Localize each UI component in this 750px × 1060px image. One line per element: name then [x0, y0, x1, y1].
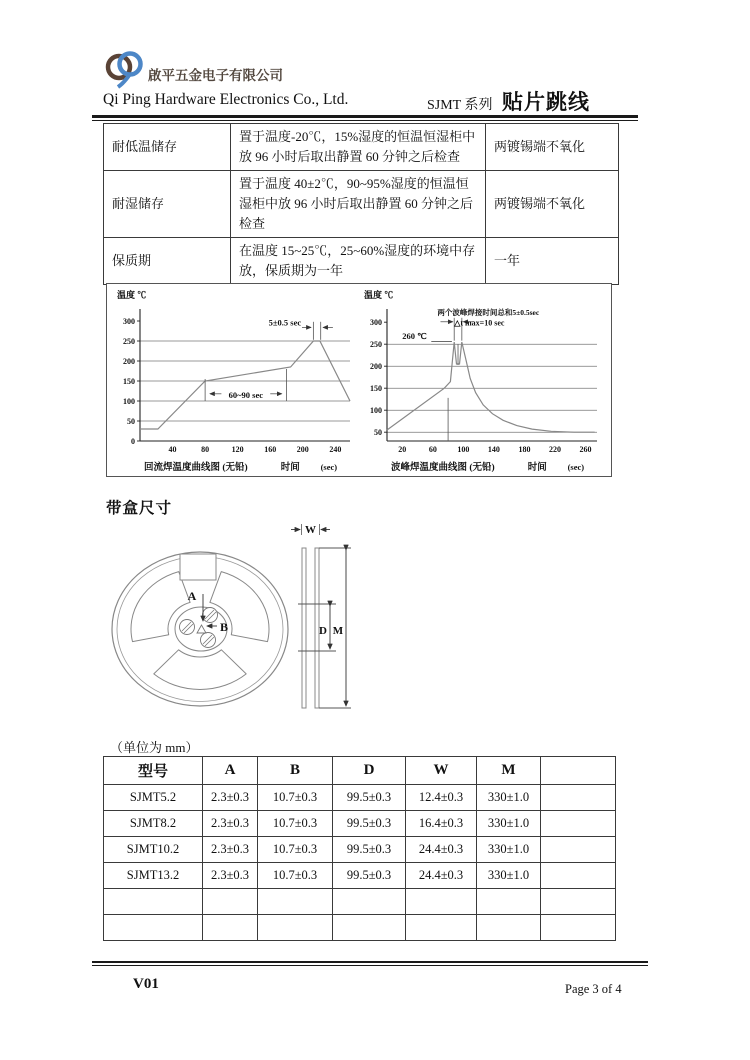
- table-cell: [541, 915, 616, 941]
- y-tick-label: 0: [131, 436, 135, 446]
- y-tick-label: 250: [370, 340, 382, 349]
- section-title-reel-dimensions: 带盒尺寸: [106, 500, 173, 517]
- chart-annotation: 两个波峰焊接时间总和5±0.5sec: [437, 308, 540, 318]
- table-cell: [333, 889, 406, 915]
- table-cell: [203, 889, 258, 915]
- table-row: [104, 915, 616, 941]
- y-axis-title: 温度 ℃: [364, 290, 394, 300]
- y-tick-label: 300: [370, 318, 382, 327]
- company-name-cn: 啟平五金电子有限公司: [148, 68, 283, 83]
- x-axis-title: 时间: [280, 463, 300, 473]
- col-header: A: [203, 757, 258, 785]
- header-rule-thick: [92, 115, 638, 118]
- table-cell: 16.4±0.3: [406, 811, 477, 837]
- table-cell: [541, 811, 616, 837]
- table-row: [104, 124, 619, 171]
- table-cell: [104, 915, 203, 941]
- table-cell: [477, 889, 541, 915]
- table-cell: 330±1.0: [477, 811, 541, 837]
- table-cell: [203, 915, 258, 941]
- table-cell: 330±1.0: [477, 785, 541, 811]
- storage-conditions-table: [103, 123, 619, 285]
- table-row: [104, 811, 616, 837]
- wave-temperature-chart: [357, 285, 609, 475]
- dim-label-a: A: [187, 589, 197, 603]
- table-cell: SJMT5.2: [104, 785, 203, 811]
- x-tick-label: 160: [264, 445, 277, 454]
- table-cell: [541, 889, 616, 915]
- dim-label-m: M: [332, 625, 344, 637]
- y-axis-title: 温度 ℃: [117, 290, 147, 300]
- chart-annotation: 5±0.5 sec: [268, 317, 302, 328]
- x-tick-label: 200: [296, 445, 309, 454]
- y-tick-label: 300: [123, 316, 135, 326]
- col-header: B: [258, 757, 333, 785]
- x-tick-label: 120: [231, 445, 244, 454]
- chart-annotation: 60~90 sec: [228, 389, 264, 400]
- x-axis-unit: (sec): [320, 462, 338, 472]
- table-cell: 99.5±0.3: [333, 863, 406, 889]
- table-cell: [406, 915, 477, 941]
- table-row: [104, 863, 616, 889]
- x-tick-label: 20: [398, 445, 407, 454]
- table-cell: 2.3±0.3: [203, 863, 258, 889]
- table-row: [104, 837, 616, 863]
- x-axis-unit: (sec): [567, 462, 585, 472]
- y-tick-label: 100: [370, 406, 382, 415]
- table-cell: SJMT10.2: [104, 837, 203, 863]
- reel-window: [154, 650, 246, 690]
- table-cell: SJMT8.2: [104, 811, 203, 837]
- chart-annotation: △t max=10 sec: [454, 318, 505, 328]
- table-cell: 2.3±0.3: [203, 837, 258, 863]
- table-cell: [541, 863, 616, 889]
- table-cell: 两镀锡端不氧化: [486, 171, 619, 238]
- table-cell: 一年: [486, 238, 619, 285]
- table-cell: 保质期: [104, 238, 231, 285]
- table-cell: [406, 889, 477, 915]
- table-cell: [258, 915, 333, 941]
- table-cell: 24.4±0.3: [406, 863, 477, 889]
- footer-rule-thin: [92, 965, 648, 966]
- table-cell: 24.4±0.3: [406, 837, 477, 863]
- y-tick-label: 250: [123, 336, 135, 346]
- x-tick-label: 80: [201, 445, 210, 454]
- table-cell: 10.7±0.3: [258, 811, 333, 837]
- series-label: SJMT 系列: [427, 98, 493, 113]
- x-tick-label: 220: [549, 445, 561, 454]
- dim-label-d: D: [319, 625, 327, 637]
- table-cell: 10.7±0.3: [258, 837, 333, 863]
- temperature-curve: [387, 342, 595, 432]
- y-tick-label: 200: [123, 356, 135, 366]
- table-cell: 10.7±0.3: [258, 863, 333, 889]
- table-cell: [541, 837, 616, 863]
- y-tick-label: 100: [123, 396, 135, 406]
- table-cell: 99.5±0.3: [333, 785, 406, 811]
- company-logo: [104, 45, 148, 91]
- x-tick-label: 240: [329, 445, 342, 454]
- chart-annotation: 260 ℃: [402, 330, 427, 341]
- table-row: [104, 785, 616, 811]
- y-tick-label: 50: [374, 428, 382, 437]
- table-cell: 330±1.0: [477, 837, 541, 863]
- hub-hole: [203, 608, 218, 623]
- table-cell: 99.5±0.3: [333, 811, 406, 837]
- dimensions-table: [103, 756, 616, 941]
- y-tick-label: 200: [370, 362, 382, 371]
- hub-hole: [201, 633, 216, 648]
- col-header: M: [477, 757, 541, 785]
- y-tick-label: 50: [127, 416, 135, 426]
- table-cell: 置于温度-20℃，15%湿度的恒温恒湿柜中放 96 小时后取出静置 60 分钟之后检查: [231, 124, 486, 171]
- doc-version: V01: [133, 976, 159, 992]
- dim-label-w: W: [305, 524, 316, 536]
- product-title: 贴片跳线: [502, 91, 590, 114]
- table-cell: [104, 889, 203, 915]
- table-row: [104, 171, 619, 238]
- table-cell: 2.3±0.3: [203, 785, 258, 811]
- company-name-en: Qi Ping Hardware Electronics Co., Ltd.: [103, 91, 349, 108]
- temperature-curve: [140, 341, 350, 429]
- dim-label-b: B: [219, 620, 229, 634]
- x-tick-label: 140: [487, 445, 500, 454]
- x-tick-label: 100: [457, 445, 470, 454]
- table-cell: 耐湿储存: [104, 171, 231, 238]
- x-tick-label: 60: [428, 445, 437, 454]
- table-cell: 在温度 15~25℃，25~60%湿度的环境中存放，保质期为一年: [231, 238, 486, 285]
- chart-title: 波峰焊温度曲线图 (无铅): [391, 463, 495, 473]
- table-cell: 2.3±0.3: [203, 811, 258, 837]
- y-tick-label: 150: [370, 384, 382, 393]
- table-cell: 99.5±0.3: [333, 837, 406, 863]
- x-tick-label: 40: [168, 445, 177, 454]
- table-row: [104, 889, 616, 915]
- hub-hole: [180, 620, 195, 635]
- table-cell: 12.4±0.3: [406, 785, 477, 811]
- table-cell: [333, 915, 406, 941]
- x-tick-label: 260: [579, 445, 592, 454]
- reflow-temperature-chart: [110, 285, 360, 475]
- x-tick-label: 180: [518, 445, 531, 454]
- table-cell: 耐低温储存: [104, 124, 231, 171]
- footer-rule-thick: [92, 961, 648, 963]
- header-row: [104, 757, 616, 785]
- table-cell: 置于温度 40±2℃，90~95%湿度的恒温恒湿柜中放 96 小时后取出静置 60 分钟之后检查: [231, 171, 486, 238]
- header-rule-thin: [92, 120, 638, 121]
- col-header: [541, 757, 616, 785]
- y-tick-label: 150: [123, 376, 135, 386]
- table-cell: [477, 915, 541, 941]
- x-axis-title: 时间: [527, 463, 547, 473]
- page-number: Page 3 of 4: [565, 982, 622, 996]
- table-cell: 10.7±0.3: [258, 785, 333, 811]
- charts-panel: [106, 283, 612, 477]
- flange-left: [302, 548, 306, 708]
- unit-note: （单位为 mm）: [110, 740, 199, 755]
- table-cell: [258, 889, 333, 915]
- col-header: D: [333, 757, 406, 785]
- table-cell: 330±1.0: [477, 863, 541, 889]
- reel-label-area: [180, 554, 216, 580]
- chart-title: 回流焊温度曲线图 (无铅): [144, 463, 248, 473]
- table-cell: SJMT13.2: [104, 863, 203, 889]
- col-header: 型号: [104, 757, 203, 785]
- col-header: W: [406, 757, 477, 785]
- table-row: [104, 238, 619, 285]
- table-cell: [541, 785, 616, 811]
- reel-diagram: [100, 522, 365, 722]
- table-cell: 两镀锡端不氧化: [486, 124, 619, 171]
